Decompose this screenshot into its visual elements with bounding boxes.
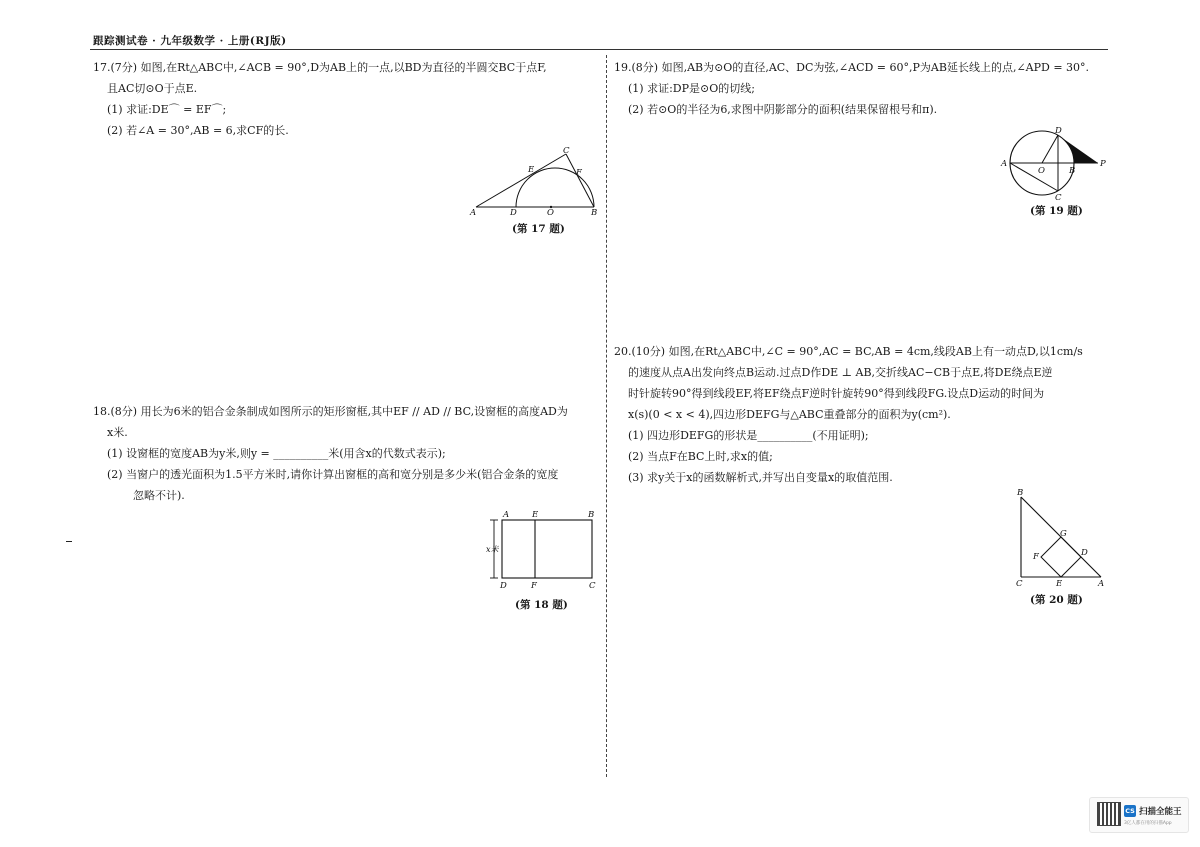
q19-chord-ac [1010, 163, 1058, 191]
question-19 [614, 57, 1089, 120]
q17-label-o: O [547, 208, 554, 218]
q18-window-frame [502, 520, 592, 578]
question-18 [93, 401, 568, 506]
q17-label-a: A [470, 208, 477, 218]
margin-mark [66, 541, 72, 542]
q18-label-e: E [532, 510, 539, 520]
q17-line: (1) 求证:DE⌒ = EF⌒; [107, 103, 227, 116]
q18-label-d: D [500, 581, 507, 591]
page-header: 跟踪测试卷 · 九年级数学 · 上册(RJ版) [93, 35, 287, 47]
header-rule [90, 49, 1108, 50]
q19-label-b: B [1069, 166, 1076, 176]
q20-label-a: A [1098, 579, 1105, 589]
q20-label-c: C [1016, 579, 1023, 589]
q17-caption: (第 17 题) [512, 223, 565, 235]
q17-line: 且AC切⊙O于点E. [107, 82, 198, 95]
q20-label-e: E [1056, 579, 1063, 589]
q18-label-c: C [589, 581, 596, 591]
camscanner-logo-icon: CS [1125, 807, 1135, 815]
q18-label-a: A [503, 510, 510, 520]
q20-label-b: B [1017, 488, 1024, 498]
q17-label-d: D [510, 208, 517, 218]
q20-label-d: D [1081, 548, 1088, 558]
q18-line: 忽略不计). [133, 489, 185, 502]
q18-line: 18.(8分) 用长为6米的铝合金条制成如图所示的矩形窗框,其中EF // AD // BC,设窗框的高度AD为 [93, 405, 568, 418]
q18-label-x: x米 [486, 545, 499, 554]
question-20 [614, 341, 1083, 488]
q19-label-d: D [1055, 126, 1062, 136]
q19-label-a: A [1001, 159, 1008, 169]
q17-label-e: E [528, 165, 535, 175]
scanner-tagline: 3亿人都在用的扫描App [1124, 821, 1172, 826]
q19-label-o: O [1038, 166, 1045, 176]
q20-line: x(s)(0 < x < 4),四边形DEFG与△ABC重叠部分的面积为y(cm²). [628, 408, 951, 421]
q18-line: (1) 设窗框的宽度AB为y米,则y = __________米(用含x的代数式表示); [107, 447, 446, 460]
q20-line: 20.(10分) 如图,在Rt△ABC中,∠C = 90°,AC = BC,AB = 4cm,线段AB上有一动点D,以1cm/s [614, 345, 1083, 358]
q19-figure [1000, 123, 1110, 203]
q17-line: 17.(7分) 如图,在Rt△ABC中,∠ACB = 90°,D为AB上的一点,以BD为直径的半圆交BC于点F, [93, 61, 547, 74]
q17-side-ac [476, 154, 566, 207]
q19-line: 19.(8分) 如图,AB为⊙O的直径,AC、DC为弦,∠ACD = 60°,P为AB延长线上的点,∠APD = 30°. [614, 61, 1090, 74]
q20-label-f: F [1033, 552, 1039, 562]
q18-caption: (第 18 题) [515, 599, 568, 611]
question-17 [93, 57, 547, 141]
qr-code-icon [1097, 802, 1121, 826]
q18-label-b: B [588, 510, 595, 520]
q17-label-f: F [576, 168, 582, 178]
q18-figure [485, 508, 605, 593]
q19-line: (1) 求证:DP是⊙O的切线; [628, 82, 755, 95]
q20-line: (1) 四边形DEFG的形状是__________(不用证明); [628, 429, 869, 442]
q17-label-b: B [591, 208, 598, 218]
q20-line: 时针旋转90°得到线段EF,将EF绕点F逆时针旋转90°得到线段FG.设点D运动的时间为 [628, 387, 1045, 400]
q20-label-g: G [1060, 529, 1067, 539]
q17-line: (2) 若∠A = 30°,AB = 6,求CF的长. [107, 124, 289, 137]
q20-caption: (第 20 题) [1030, 594, 1083, 606]
q20-square-defg [1041, 537, 1081, 577]
q17-side-bc [566, 154, 594, 207]
q18-label-f: F [531, 581, 537, 591]
q19-line: (2) 若⊙O的半径为6,求图中阴影部分的面积(结果保留根号和π). [628, 103, 938, 116]
q19-radius-od [1042, 135, 1058, 163]
q18-line: (2) 当窗户的透光面积为1.5平方米时,请你计算出窗框的高和宽分别是多少米(铝合金条的宽度 [107, 468, 559, 481]
q17-figure [470, 145, 610, 220]
scanner-brand-name: 扫描全能王 [1139, 807, 1182, 817]
q17-label-c: C [563, 146, 570, 156]
q20-figure [1012, 488, 1112, 588]
q19-caption: (第 19 题) [1030, 205, 1083, 217]
q18-line: x米. [107, 426, 128, 439]
q19-label-p: P [1100, 159, 1106, 169]
q19-label-c: C [1055, 193, 1062, 203]
q20-line: (3) 求y关于x的函数解析式,并写出自变量x的取值范围. [628, 471, 893, 484]
q20-line: (2) 当点F在BC上时,求x的值; [628, 450, 773, 463]
q20-line: 的速度从点A出发向终点B运动.过点D作DE ⊥ AB,交折线AC−CB于点E,将DE绕点E逆 [628, 366, 1053, 379]
